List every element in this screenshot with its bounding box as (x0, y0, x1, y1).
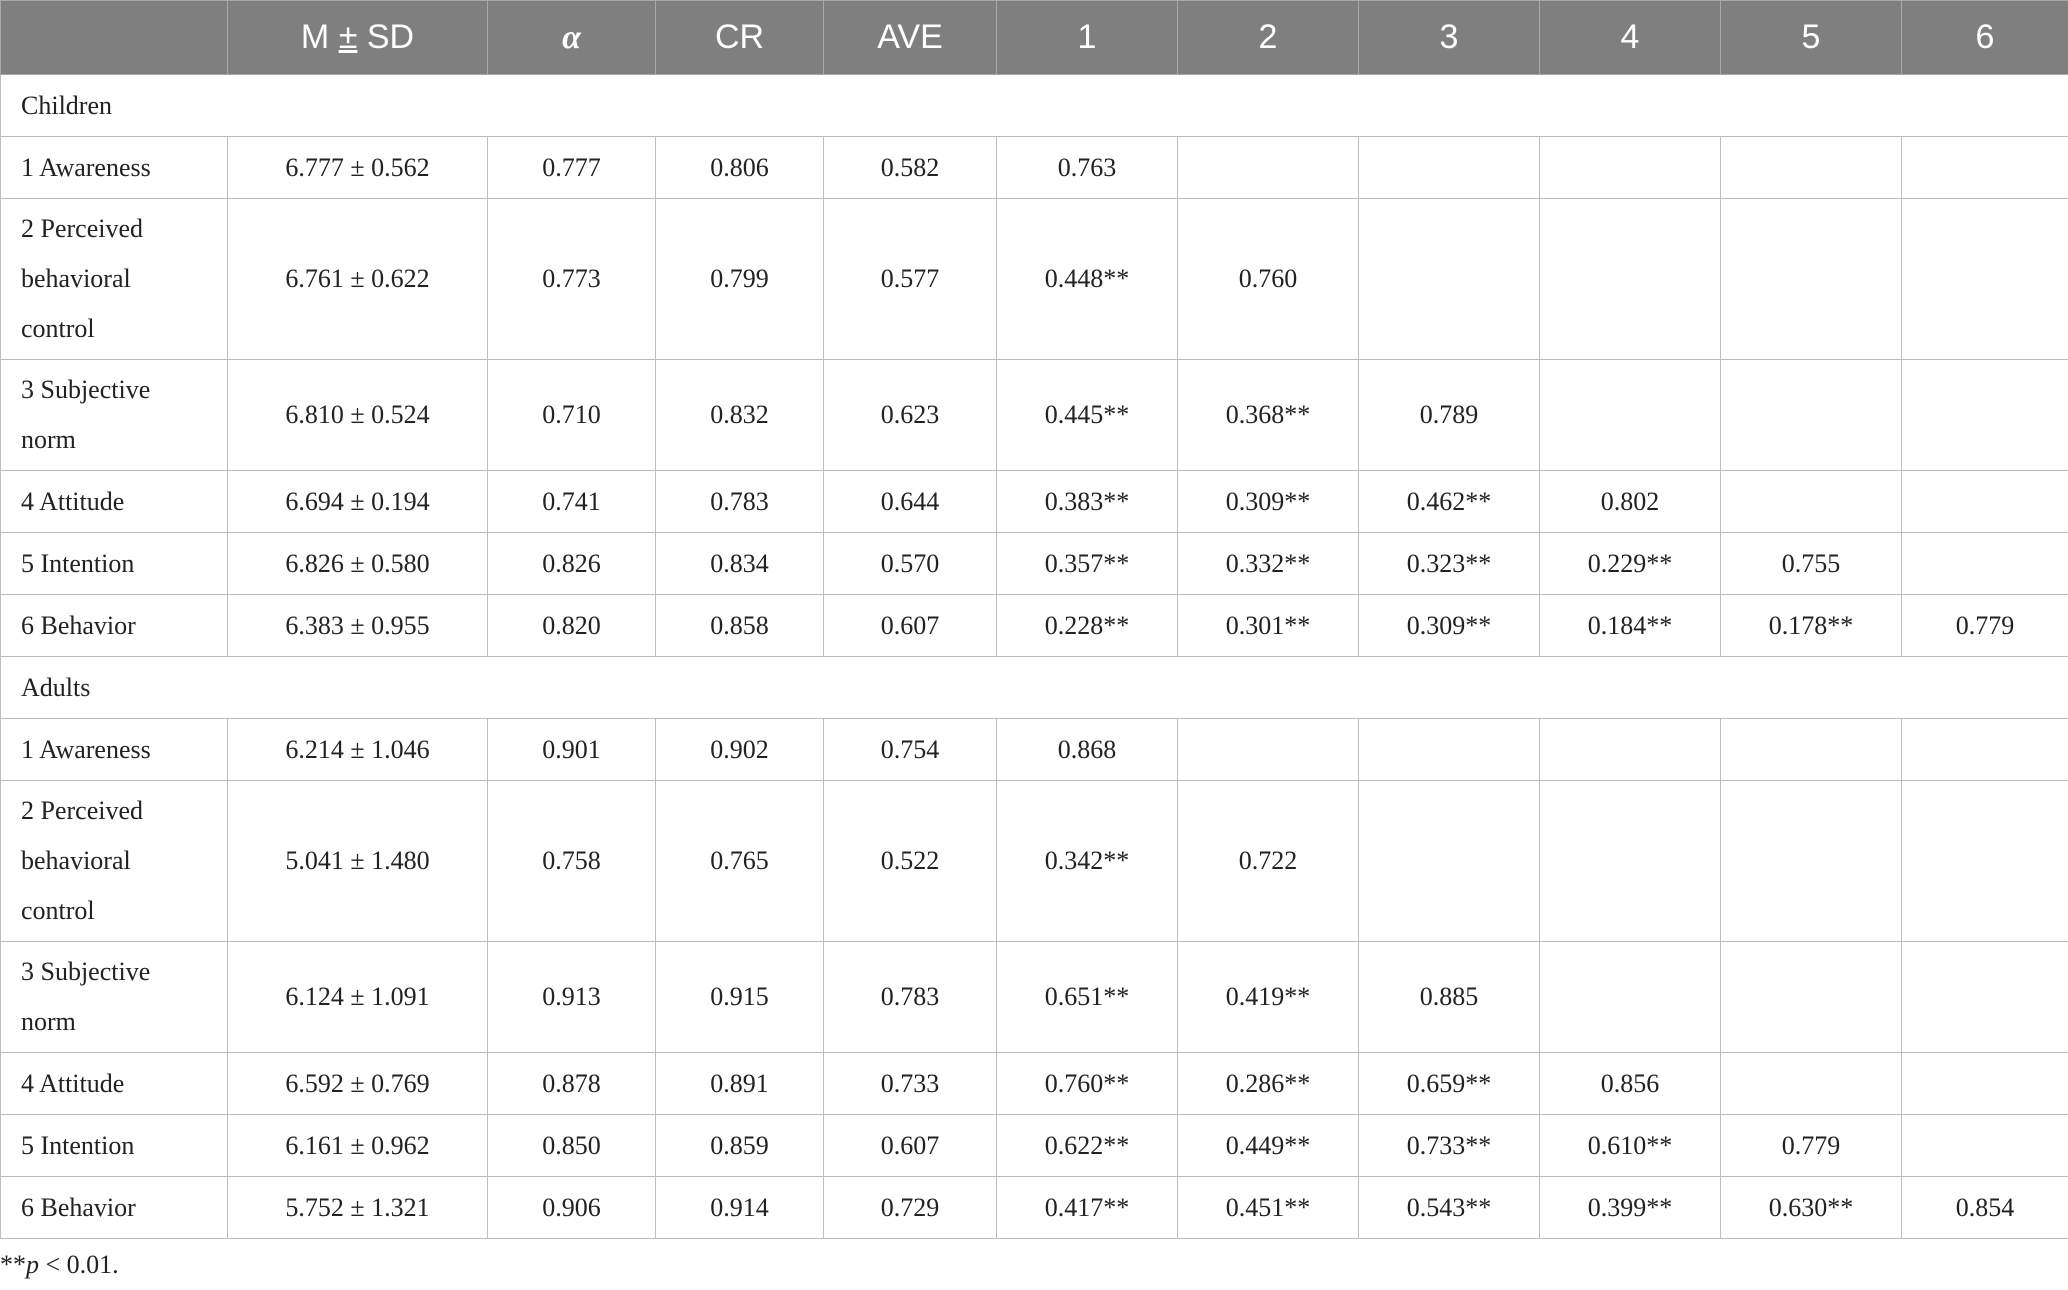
cell-msd: 6.124 ± 1.091 (228, 942, 488, 1053)
variable-name: 6 Behavior (1, 595, 228, 657)
cell-cr: 0.783 (656, 471, 824, 533)
cell-c3: 0.543** (1359, 1177, 1540, 1239)
header-col-3: 3 (1359, 1, 1540, 75)
cell-alpha: 0.741 (488, 471, 656, 533)
cell-c6 (1902, 471, 2068, 533)
cell-c6 (1902, 137, 2068, 199)
header-col-1: 1 (997, 1, 1178, 75)
cell-c3: 0.309** (1359, 595, 1540, 657)
table-row (1, 1177, 2068, 1239)
variable-name: 2 Perceived behavioral control (1, 199, 228, 360)
table-row (1, 533, 2068, 595)
header-alpha: α (488, 1, 656, 75)
header-row (1, 1, 2068, 75)
cell-c2: 0.286** (1178, 1053, 1359, 1115)
cell-cr: 0.834 (656, 533, 824, 595)
cell-msd: 6.214 ± 1.046 (228, 719, 488, 781)
cell-c6 (1902, 1115, 2068, 1177)
cell-c1: 0.868 (997, 719, 1178, 781)
cell-c6 (1902, 360, 2068, 471)
cell-alpha: 0.906 (488, 1177, 656, 1239)
cell-cr: 0.832 (656, 360, 824, 471)
cell-alpha: 0.710 (488, 360, 656, 471)
cell-msd: 6.383 ± 0.955 (228, 595, 488, 657)
variable-name: 3 Subjective norm (1, 942, 228, 1053)
table-row (1, 942, 2068, 1053)
cell-ave: 0.607 (824, 595, 997, 657)
cell-c6 (1902, 942, 2068, 1053)
cell-c5 (1721, 360, 1902, 471)
cell-c3 (1359, 199, 1540, 360)
cell-msd: 5.752 ± 1.321 (228, 1177, 488, 1239)
cell-c1: 0.357** (997, 533, 1178, 595)
header-col-4: 4 (1540, 1, 1721, 75)
cell-c6: 0.779 (1902, 595, 2068, 657)
variable-name: 4 Attitude (1, 1053, 228, 1115)
cell-cr: 0.902 (656, 719, 824, 781)
cell-c1: 0.383** (997, 471, 1178, 533)
cell-c3 (1359, 137, 1540, 199)
table-row (1, 471, 2068, 533)
cell-c3 (1359, 719, 1540, 781)
cell-c1: 0.448** (997, 199, 1178, 360)
footnote-text: < 0.01. (39, 1250, 119, 1279)
cell-c4 (1540, 137, 1721, 199)
cell-ave: 0.522 (824, 781, 997, 942)
header-blank (1, 1, 228, 75)
cell-alpha: 0.820 (488, 595, 656, 657)
cell-c2: 0.419** (1178, 942, 1359, 1053)
variable-name: 2 Perceived behavioral control (1, 781, 228, 942)
cell-cr: 0.891 (656, 1053, 824, 1115)
cell-c6 (1902, 719, 2068, 781)
cell-c4 (1540, 942, 1721, 1053)
cell-cr: 0.806 (656, 137, 824, 199)
cell-c6 (1902, 1053, 2068, 1115)
adults-group-row (1, 657, 2068, 719)
cell-ave: 0.783 (824, 942, 997, 1053)
cell-c2: 0.332** (1178, 533, 1359, 595)
cell-c5: 0.755 (1721, 533, 1902, 595)
cell-c5: 0.178** (1721, 595, 1902, 657)
cell-ave: 0.582 (824, 137, 997, 199)
cell-c3: 0.323** (1359, 533, 1540, 595)
cell-msd: 6.592 ± 0.769 (228, 1053, 488, 1115)
cell-msd: 5.041 ± 1.480 (228, 781, 488, 942)
cell-alpha: 0.850 (488, 1115, 656, 1177)
header-col-2: 2 (1178, 1, 1359, 75)
cell-c4: 0.184** (1540, 595, 1721, 657)
cell-alpha: 0.878 (488, 1053, 656, 1115)
cell-c4 (1540, 719, 1721, 781)
table-footnote (0, 1250, 119, 1280)
cell-c1: 0.622** (997, 1115, 1178, 1177)
cell-c4: 0.802 (1540, 471, 1721, 533)
cell-cr: 0.765 (656, 781, 824, 942)
cell-ave: 0.644 (824, 471, 997, 533)
table-row (1, 595, 2068, 657)
cell-c4 (1540, 360, 1721, 471)
cell-c6 (1902, 781, 2068, 942)
variable-name: 3 Subjective norm (1, 360, 228, 471)
cell-msd: 6.694 ± 0.194 (228, 471, 488, 533)
cell-c5 (1721, 781, 1902, 942)
cell-c5: 0.779 (1721, 1115, 1902, 1177)
header-col-5: 5 (1721, 1, 1902, 75)
cell-c4: 0.399** (1540, 1177, 1721, 1239)
cell-alpha: 0.826 (488, 533, 656, 595)
table-row (1, 781, 2068, 942)
cell-c6 (1902, 533, 2068, 595)
cell-c1: 0.417** (997, 1177, 1178, 1239)
table-row (1, 1115, 2068, 1177)
cell-c5: 0.630** (1721, 1177, 1902, 1239)
cell-c5 (1721, 471, 1902, 533)
cell-c3: 0.733** (1359, 1115, 1540, 1177)
variable-name: 5 Intention (1, 1115, 228, 1177)
cell-alpha: 0.777 (488, 137, 656, 199)
cell-c1: 0.760** (997, 1053, 1178, 1115)
cell-c1: 0.763 (997, 137, 1178, 199)
header-cr: CR (656, 1, 824, 75)
cell-c2: 0.301** (1178, 595, 1359, 657)
cell-c2 (1178, 137, 1359, 199)
variable-name: 6 Behavior (1, 1177, 228, 1239)
variable-name: 1 Awareness (1, 137, 228, 199)
footnote-p: p (26, 1250, 39, 1279)
cell-c5 (1721, 199, 1902, 360)
cell-c2 (1178, 719, 1359, 781)
children-group-label: Children (1, 75, 2068, 137)
cell-alpha: 0.773 (488, 199, 656, 360)
cell-c6 (1902, 199, 2068, 360)
cell-c2: 0.368** (1178, 360, 1359, 471)
cell-c1: 0.342** (997, 781, 1178, 942)
cell-c1: 0.445** (997, 360, 1178, 471)
cell-ave: 0.754 (824, 719, 997, 781)
cell-ave: 0.733 (824, 1053, 997, 1115)
header-mean-sd: M ± SD (228, 1, 488, 75)
cell-c5 (1721, 137, 1902, 199)
cell-c1: 0.651** (997, 942, 1178, 1053)
cell-cr: 0.859 (656, 1115, 824, 1177)
cell-c3: 0.789 (1359, 360, 1540, 471)
cell-c2: 0.760 (1178, 199, 1359, 360)
cell-c3: 0.659** (1359, 1053, 1540, 1115)
cell-alpha: 0.901 (488, 719, 656, 781)
cell-msd: 6.810 ± 0.524 (228, 360, 488, 471)
table-row (1, 360, 2068, 471)
cell-c4 (1540, 781, 1721, 942)
cell-c3: 0.885 (1359, 942, 1540, 1053)
table-row (1, 1053, 2068, 1115)
cell-cr: 0.914 (656, 1177, 824, 1239)
cell-c4: 0.229** (1540, 533, 1721, 595)
variable-name: 1 Awareness (1, 719, 228, 781)
cell-ave: 0.607 (824, 1115, 997, 1177)
variable-name: 4 Attitude (1, 471, 228, 533)
cell-c4: 0.856 (1540, 1053, 1721, 1115)
adults-group-label: Adults (1, 657, 2068, 719)
cell-c3 (1359, 781, 1540, 942)
cell-msd: 6.777 ± 0.562 (228, 137, 488, 199)
cell-c4: 0.610** (1540, 1115, 1721, 1177)
cell-ave: 0.729 (824, 1177, 997, 1239)
cell-msd: 6.826 ± 0.580 (228, 533, 488, 595)
cell-c3: 0.462** (1359, 471, 1540, 533)
header-col-6: 6 (1902, 1, 2068, 75)
table-row (1, 199, 2068, 360)
cell-c2: 0.722 (1178, 781, 1359, 942)
cell-c6: 0.854 (1902, 1177, 2068, 1239)
cell-c2: 0.451** (1178, 1177, 1359, 1239)
cell-c1: 0.228** (997, 595, 1178, 657)
cell-cr: 0.858 (656, 595, 824, 657)
table-row (1, 719, 2068, 781)
variable-name: 5 Intention (1, 533, 228, 595)
cell-c2: 0.309** (1178, 471, 1359, 533)
cell-c5 (1721, 942, 1902, 1053)
table-row (1, 137, 2068, 199)
cell-c5 (1721, 719, 1902, 781)
children-group-row (1, 75, 2068, 137)
cell-msd: 6.761 ± 0.622 (228, 199, 488, 360)
cell-msd: 6.161 ± 0.962 (228, 1115, 488, 1177)
cell-c4 (1540, 199, 1721, 360)
cell-ave: 0.623 (824, 360, 997, 471)
cell-alpha: 0.758 (488, 781, 656, 942)
cell-c2: 0.449** (1178, 1115, 1359, 1177)
cell-ave: 0.577 (824, 199, 997, 360)
cell-c5 (1721, 1053, 1902, 1115)
header-ave: AVE (824, 1, 997, 75)
cell-ave: 0.570 (824, 533, 997, 595)
cell-alpha: 0.913 (488, 942, 656, 1053)
cell-cr: 0.799 (656, 199, 824, 360)
cell-cr: 0.915 (656, 942, 824, 1053)
footnote-stars: ** (0, 1250, 26, 1279)
